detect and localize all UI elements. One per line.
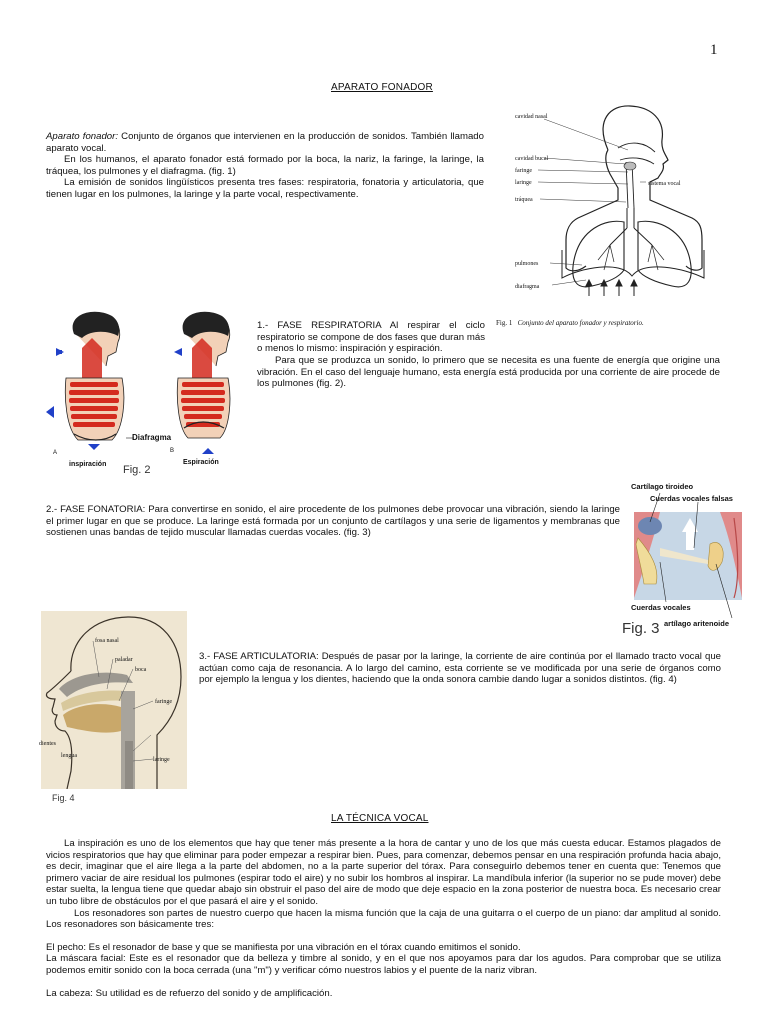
fig4-label-faringe: faringe [155,699,172,705]
intro-p1: Conjunto de órganos que intervienen en la producción de sonidos. También llamado aparato vocal. [46,131,484,154]
tecnica-text [46,838,721,999]
tecnica-p1: La inspiración es uno de los elementos que hay que tener más presente a la hora de cantar y uno de los que más cuesta educar. Estamos plagados de vicios respiratorios que hay que eliminar para poder empezar a respirar bien. Pues, para comenzar, debemos pensar en una respiración profunda hacia abajo, es decir, imaginar que el aire llega a la parte del abdomen, no a la parte superior del tórax. Para conseguirlo debemos tener en cuenta que: Tenemos que primero vaciar de aire residual los pulmones (espirar todo el aire) y no subir los hombros al inspirar. La mandíbula inferior (la superior no se pude mover) debe estar suelta, la lengua tiene que quedar abajo sin obstruir el paso del aire de modo que deje espacio en la zona posterior de nuestra boca. Es necesario crear un tubo libre de obstáculos por el que pasará el aire y el sonido. [46,838,721,907]
tecnica-p2: Los resonadores son partes de nuestro cuerpo que hacen la misma función que la caja de una guitarra o el cuerpo de un piano: dar amplitud al sonido. Los resonadores son básicamente tres: [46,907,721,931]
fase1-body [257,355,720,390]
intro-text [46,131,484,201]
fase3-p1: Después de pasar por la laringe, la corriente de aire continúa por el llamado tracto vocal que actúan como caja de resonancia. A lo largo del camino, esta corriente se ve modificada por una serie de órganos como por ejemplo la lengua y los dientes, haciendo que la onda sonora cambie dando lugar a sonidos distintos. (fig. 4) [199,651,721,686]
fig1-label-cavidad-bucal: cavidad bucal [515,156,549,162]
fig2-label-espiracion: Espiración [183,459,219,466]
intro-p3: La emisión de sonidos lingüísticos presenta tres fases: respiratoria, fonatoria y articulatoria, que tienen lugar en los pulmones, la laringe y la parte vocal, respectivamente. [46,177,484,200]
fig1-label-laringe: laringe [515,180,532,186]
page-number: 1 [710,42,718,58]
fase2-p1: Para convertirse en sonido, el aire procedente de los pulmones debe provocar una vibración, siendo la laringe el primer lugar en que se produce. La laringe está formada por un conjunto de cartílagos y una serie de ligamentos y membranas que sostienen unas bandas de tejido muscular llamadas cuerdas vocales. (fig. 3) [46,504,620,539]
fig2-label-diafragma: Diafragma [132,433,172,442]
fase1-intro [257,320,485,355]
resonador-mascara: La máscara facial: Este es el resonador que da belleza y timbre al sonido, y en el que nos apoyamos para dar los agudos. Para comprobar que se utiliza podemos emitir sonido con la boca cerrada (una "m") y verificar cómo nuestros labios y el puente de la nariz vibran. [46,953,721,976]
fig4-label-dientes: dientes [39,741,56,747]
fase2-heading: 2.- FASE FONATORIA: [46,504,146,515]
fig4-label-boca: boca [135,667,147,673]
intro-p2: En los humanos, el aparato fonador está formado por la boca, la nariz, la faringe, la laringe, la tráquea, los pulmones y el diafragma. (fig. 1) [46,154,484,177]
resonador-pecho: El pecho: Es el resonador de base y que se manifiesta por una vibración en el tórax cuando emitimos el sonido. [46,941,521,953]
fig1-caption-text: Conjunto del aparato fonador y respiratorio. [517,319,644,327]
figure-2 [38,308,250,474]
section-title-aparato-fonador: APARATO FONADOR [331,82,433,93]
breathing-phases-diagram [38,308,250,474]
fig4-label-fosa-nasal: fosa nasal [95,638,119,644]
fig3-label-cuerdas-falsas: Cuerdas vocales falsas [650,494,733,503]
fig1-label-traquea: tráquea [515,197,533,203]
fig2-label-inspiracion: inspiración [69,461,107,468]
fig2-label-b: B [170,448,175,454]
fig1-label-faringe: faringe [515,168,532,174]
fig3-caption: Fig. 3 [622,620,660,637]
fase3-heading: 3.- FASE ARTICULATORIA: [199,651,319,662]
fig3-label-aritenoide: artílago aritenoide [664,619,730,628]
fig2-label-a: A [53,450,58,456]
fase3-text [199,651,721,686]
fig2-caption: Fig. 2 [123,464,151,476]
fig4-label-paladar: paladar [115,657,133,663]
fig4-caption: Fig. 4 [52,793,75,803]
fase1-heading: 1.- FASE RESPIRATORIA [257,320,382,331]
fig1-label-cavidad-nasal: cavidad nasal [515,114,548,120]
fig4-label-laringe: laringe [153,757,170,763]
intro-term: Aparato fonador: [46,131,118,142]
fig3-label-cuerdas-vocales: Cuerdas vocales [631,603,691,612]
person-b-expiration [174,312,230,454]
fase1-p2: Para que se produzca un sonido, lo primero que se necesita es una fuente de energía que origine una vibración. En el caso del lenguaje humano, esta energía está producida por una corriente de aire procede de los pulmones (fig. 2). [257,355,720,390]
fig1-caption-number: Fig. 1 [496,319,513,327]
figure-3 [630,478,750,628]
fig3-label-cartilago-tiroideo: Cartílago tiroideo [631,482,694,491]
person-a-inspiration [46,312,134,450]
respiratory-system-diagram [500,100,720,332]
fase1-p1: Al respirar el ciclo respiratorio se compone de dos fases que duran más o menos lo mismo: inspiración y espiración. [257,320,485,355]
fig1-label-diafragma: diafragma [515,284,540,290]
figure-4 [41,611,187,789]
section-title-tecnica-vocal: LA TÉCNICA VOCAL [331,813,429,824]
figure-1 [500,100,720,332]
fig1-caption [496,318,644,330]
fig1-label-sistema-vocal: sistema vocal [648,181,681,187]
fig4-label-lengua: lengua [61,753,77,759]
fig1-label-pulmones: pulmones [515,261,539,267]
resonador-cabeza: La cabeza: Su utilidad es de refuerzo del sonido y de amplificación. [46,987,333,999]
fase2-text [46,504,620,539]
